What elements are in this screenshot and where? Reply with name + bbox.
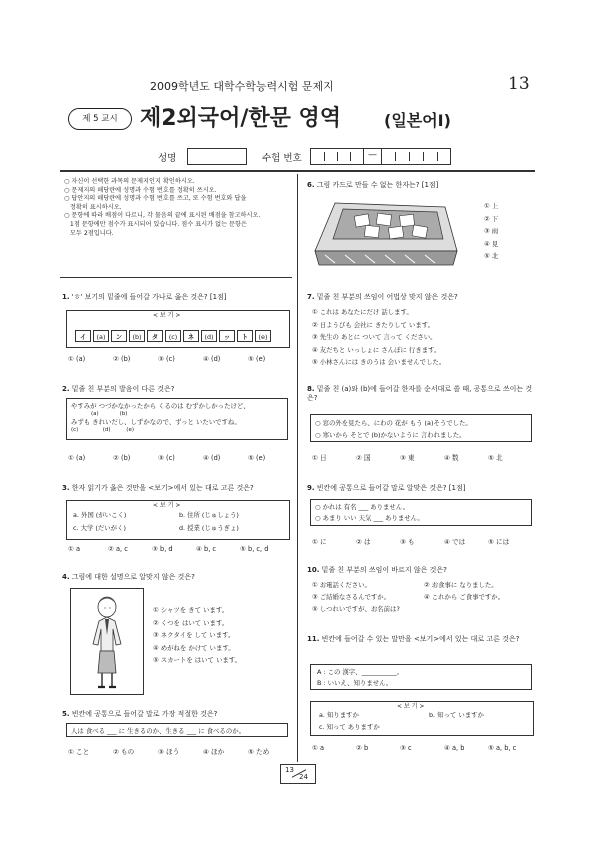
- q5-choices: [68, 746, 269, 756]
- q1-choices: [68, 355, 265, 363]
- choice[interactable]: ④ ほか: [203, 748, 225, 756]
- question-number: 6.: [307, 181, 315, 189]
- q11-dialogue-box: [310, 664, 532, 690]
- choice[interactable]: ④ 数: [444, 454, 459, 462]
- question-text: 밑줄 친 부분의 쓰임이 어법상 맞지 않은 것은?: [316, 293, 458, 301]
- choice[interactable]: ⑤ しつれいですが、お名前は?: [312, 605, 400, 613]
- q11-example-box: [310, 701, 534, 736]
- passage-line: ○ あまり いい 天気 ___ ありません。: [315, 514, 424, 522]
- passage-marks: (c) (d) (e): [71, 427, 134, 433]
- dialogue-line: A : この 漢字、___________。: [317, 668, 404, 676]
- example-item: b. 知って いますか: [429, 711, 484, 719]
- kana-cell: ネ: [183, 330, 199, 342]
- choice[interactable]: ① 日: [312, 454, 327, 462]
- choice[interactable]: ③ 東: [400, 454, 415, 462]
- exam-number-field[interactable]: [310, 148, 451, 165]
- question-number: 7.: [307, 293, 315, 301]
- choice[interactable]: ② (b): [113, 454, 131, 462]
- choice[interactable]: ① (a): [68, 355, 86, 363]
- instruction-line: ○ 자신이 선택한 과목의 문제지인지 확인하시오.: [64, 178, 195, 185]
- q2-choices: [68, 454, 265, 462]
- choice[interactable]: ③ も: [400, 538, 415, 546]
- choice[interactable]: ④ 友だちと いっしょに さんぽに 行きます。: [312, 345, 441, 354]
- q3-example-box: [66, 500, 290, 540]
- exam-number-dash: —: [368, 150, 377, 160]
- question-6: [307, 181, 537, 190]
- choice[interactable]: ① シャツを きて います。: [153, 606, 229, 614]
- choice[interactable]: ⑤ ため: [248, 748, 270, 756]
- passage-line: ○ かれは 有名 ___ ありません。: [315, 503, 409, 511]
- kana-cell: タ: [147, 330, 163, 342]
- choice[interactable]: ③ ほう: [158, 748, 180, 756]
- dialogue-line: B : いいえ、知りません。: [317, 679, 393, 687]
- exam-number-label: 수험 번호: [262, 153, 302, 164]
- choice[interactable]: ⑤ (e): [248, 454, 266, 462]
- question-text: 그림 카드로 만들 수 없는 한자는? [1점]: [316, 181, 439, 189]
- header-rule: [60, 170, 535, 172]
- passage-line: ○ 窓の外を見たら、にわの 花が もう (a)そうでした。: [315, 419, 472, 427]
- example-item: a. 外国 (がいこく): [73, 511, 127, 519]
- choice[interactable]: ③ 雨: [484, 227, 499, 235]
- q5-sentence-box: 人は 食べる ___ に 生きるのか、生きる ___ に 食べるのか。: [66, 723, 288, 737]
- name-field[interactable]: [187, 148, 247, 165]
- choice[interactable]: ④ 見: [484, 239, 499, 248]
- question-number: 11.: [307, 635, 320, 643]
- choice[interactable]: ⑤ スカートを はいて います。: [153, 656, 241, 664]
- question-text: 한자 읽기가 옳은 것만을 <보기>에서 있는 대로 고른 것은?: [71, 484, 254, 492]
- q10-choices-right: [424, 579, 504, 603]
- question-text: 빈칸에 공통으로 들어갈 말로 가장 적절한 것은?: [71, 710, 218, 718]
- choice[interactable]: ⑤ b, c, d: [240, 545, 269, 553]
- box-label: < 보 기 >: [153, 312, 181, 319]
- choice[interactable]: ④ (d): [203, 454, 221, 462]
- passage-marks: (a) (b): [91, 411, 128, 417]
- question-number: 10.: [307, 566, 320, 574]
- choice[interactable]: ① これは あなたにだけ 話します。: [312, 308, 413, 316]
- question-7: [307, 293, 537, 302]
- choice[interactable]: ⑤ 北: [484, 252, 499, 260]
- question-4: [62, 573, 292, 582]
- passage-line: やすみが つづかなかったから くるのは むずかしかったけど、: [71, 402, 250, 410]
- question-10: [307, 566, 537, 575]
- page-number: 13: [508, 74, 530, 94]
- column-divider: [297, 174, 298, 762]
- question-5: [62, 710, 292, 719]
- choice[interactable]: ② お食事に なりました。: [424, 581, 498, 589]
- q4-illustration: [70, 588, 144, 695]
- choice[interactable]: ③ ネクタイを して います。: [153, 631, 235, 639]
- choice[interactable]: ② 国: [356, 454, 371, 462]
- question-number: 8.: [307, 385, 315, 393]
- question-text: 'ㅎ' 보기의 밑줄에 들어갈 가나로 옳은 것은? [1점]: [71, 293, 227, 301]
- choice[interactable]: ⑤ には: [488, 538, 510, 546]
- q6-illustration: [305, 193, 465, 273]
- instruction-line: 1점 문항에만 점수가 표시되어 있습니다. 점수 표시가 없는 문항은: [64, 220, 247, 228]
- choice[interactable]: ④ a, b: [444, 744, 465, 752]
- passage-line: みずも きれいだし、しずかなので、ずっと いたいですね。: [71, 418, 241, 426]
- choice[interactable]: ④ (d): [203, 355, 221, 363]
- q3-choices: [68, 545, 268, 553]
- q10-choices-left: [312, 579, 400, 615]
- q8-choices: [312, 452, 503, 462]
- choice[interactable]: ④ では: [444, 538, 466, 546]
- choice[interactable]: ② もの: [113, 748, 135, 756]
- choice[interactable]: ④ b, c: [196, 545, 217, 553]
- kana-cell: (c): [165, 330, 181, 342]
- question-text: 밑줄 친 부분의 쓰임이 바르지 않은 것은?: [321, 566, 447, 574]
- kotatsu-cards-illustration: [305, 193, 465, 273]
- question-2: [62, 385, 292, 394]
- example-item: c. 大学 (だいがく): [73, 524, 126, 532]
- footer-page: 13: [285, 766, 294, 774]
- q9-choices: [312, 536, 509, 546]
- choice[interactable]: ⑤ a, b, c: [488, 744, 517, 752]
- choice[interactable]: ② は: [356, 538, 371, 546]
- choice[interactable]: ③ (c): [158, 454, 175, 462]
- choice[interactable]: ⑤ 小林さんには きのうは 会いませんでした。: [312, 358, 446, 366]
- period-badge: 제 5 교시: [68, 108, 132, 130]
- q9-passage-box: [310, 499, 532, 526]
- choice[interactable]: ② (b): [113, 355, 131, 363]
- instruction-line: 모두 2점입니다.: [64, 229, 114, 237]
- question-number: 5.: [62, 710, 70, 718]
- question-number: 4.: [62, 573, 70, 581]
- person-illustration: [71, 589, 143, 694]
- choice[interactable]: ① (a): [68, 454, 86, 462]
- question-number: 2.: [62, 385, 70, 393]
- kana-cell: イ: [75, 330, 91, 342]
- instructions: [64, 178, 289, 238]
- question-9: [307, 484, 537, 493]
- instruction-line: 정확히 표시하시오.: [64, 203, 122, 211]
- section-title: 제2외국어/한문 영역: [140, 106, 342, 131]
- choice[interactable]: ② a, c: [108, 545, 128, 553]
- q1-example-box: [66, 310, 290, 348]
- question-number: 1.: [62, 293, 70, 301]
- choice[interactable]: ③ c: [400, 744, 412, 752]
- kana-cell: (d): [201, 330, 217, 342]
- choice[interactable]: ④ これから ご食事ですか。: [424, 593, 505, 601]
- instructions-rule: [60, 277, 292, 278]
- choice[interactable]: ① に: [312, 538, 327, 546]
- exam-title: 2009학년도 대학수학능력시험 문제지: [150, 80, 334, 93]
- choice[interactable]: ③ b, d: [152, 545, 173, 553]
- choice[interactable]: ⑤ (e): [248, 355, 266, 363]
- box-label: < 보 기 >: [153, 502, 181, 509]
- choice[interactable]: ① 上: [484, 202, 499, 210]
- question-text: 밑줄 친 부분의 발음이 다른 것은?: [71, 385, 175, 393]
- question-text: 빈칸에 공통으로 들어갈 말로 알맞은 것은? [1점]: [316, 484, 466, 492]
- page-footer: [280, 764, 316, 784]
- choice[interactable]: ③ (c): [158, 355, 175, 363]
- q8-passage-box: [310, 414, 532, 442]
- instruction-line: ○ 답안지의 해당란에 성명과 수험 번호를 쓰고, 또 수험 번호와 답을: [64, 195, 247, 203]
- question-number: 3.: [62, 484, 70, 492]
- q11-choices: [312, 744, 516, 752]
- q2-passage-box: [66, 398, 288, 440]
- q6-choices: [484, 200, 498, 263]
- question-number: 9.: [307, 484, 315, 492]
- question-8: [307, 385, 533, 403]
- instruction-line: ○ 문항에 따라 배점이 다르니, 각 물음의 끝에 표시된 배점을 참고하시오.: [64, 212, 261, 220]
- passage-line: ○ 寒いから そとで (b)かないように 言われました。: [315, 431, 466, 439]
- choice[interactable]: ③ 先生の あとに ついて 言って ください。: [312, 333, 437, 341]
- instruction-line: ○ 문제지의 해당란에 성명과 수험 번호를 정확히 쓰시오.: [64, 186, 217, 194]
- example-item: b. 住所 (じゅしょう): [179, 511, 239, 519]
- kana-cell: (a): [93, 330, 109, 342]
- name-label: 성명: [158, 153, 177, 164]
- kana-cell: ッ: [219, 330, 235, 342]
- question-3: [62, 484, 292, 493]
- q4-choices: [153, 604, 241, 667]
- kana-cell: (b): [129, 330, 145, 342]
- question-text: 그림에 대한 설명으로 알맞지 않은 것은?: [71, 573, 195, 581]
- choice[interactable]: ④ めがねを かけて います。: [153, 643, 235, 652]
- choice[interactable]: ① お電話ください。: [312, 581, 371, 589]
- example-item: a. 知りますか: [319, 711, 359, 719]
- footer-total: 24: [299, 773, 308, 781]
- choice[interactable]: ⑤ 北: [488, 454, 503, 462]
- choice[interactable]: ② b: [356, 744, 369, 752]
- question-1: [62, 293, 292, 302]
- choice[interactable]: ③ ご結婚なさるんですか。: [312, 593, 391, 601]
- question-11: [307, 635, 533, 644]
- question-text: 밑줄 친 (a)와 (b)에 들어갈 한자를 순서대로 쓸 때, 공통으로 쓰이는 것은?: [307, 385, 533, 402]
- kana-cell: ン: [111, 330, 127, 342]
- question-text: 빈칸에 들어갈 수 있는 말만을 <보기>에서 있는 대로 고른 것은?: [321, 635, 520, 643]
- choice[interactable]: ① a: [68, 545, 81, 553]
- kana-cell: (e): [255, 330, 271, 342]
- box-label: < 보 기 >: [397, 703, 425, 710]
- choice[interactable]: ② 下: [484, 214, 499, 223]
- example-item: d. 授業 (じゅうぎょ): [179, 524, 239, 532]
- subject-label: (일본어Ⅰ): [384, 111, 451, 130]
- choice[interactable]: ② くつを はいて います。: [153, 618, 229, 627]
- choice[interactable]: ② 日ようびも 会社に きたりして います。: [312, 320, 434, 329]
- example-item: c. 知って ありますか: [319, 723, 380, 731]
- q7-choices: [312, 306, 445, 369]
- choice[interactable]: ① a: [312, 744, 325, 752]
- kana-cell: ト: [237, 330, 253, 342]
- choice[interactable]: ① こと: [68, 748, 90, 756]
